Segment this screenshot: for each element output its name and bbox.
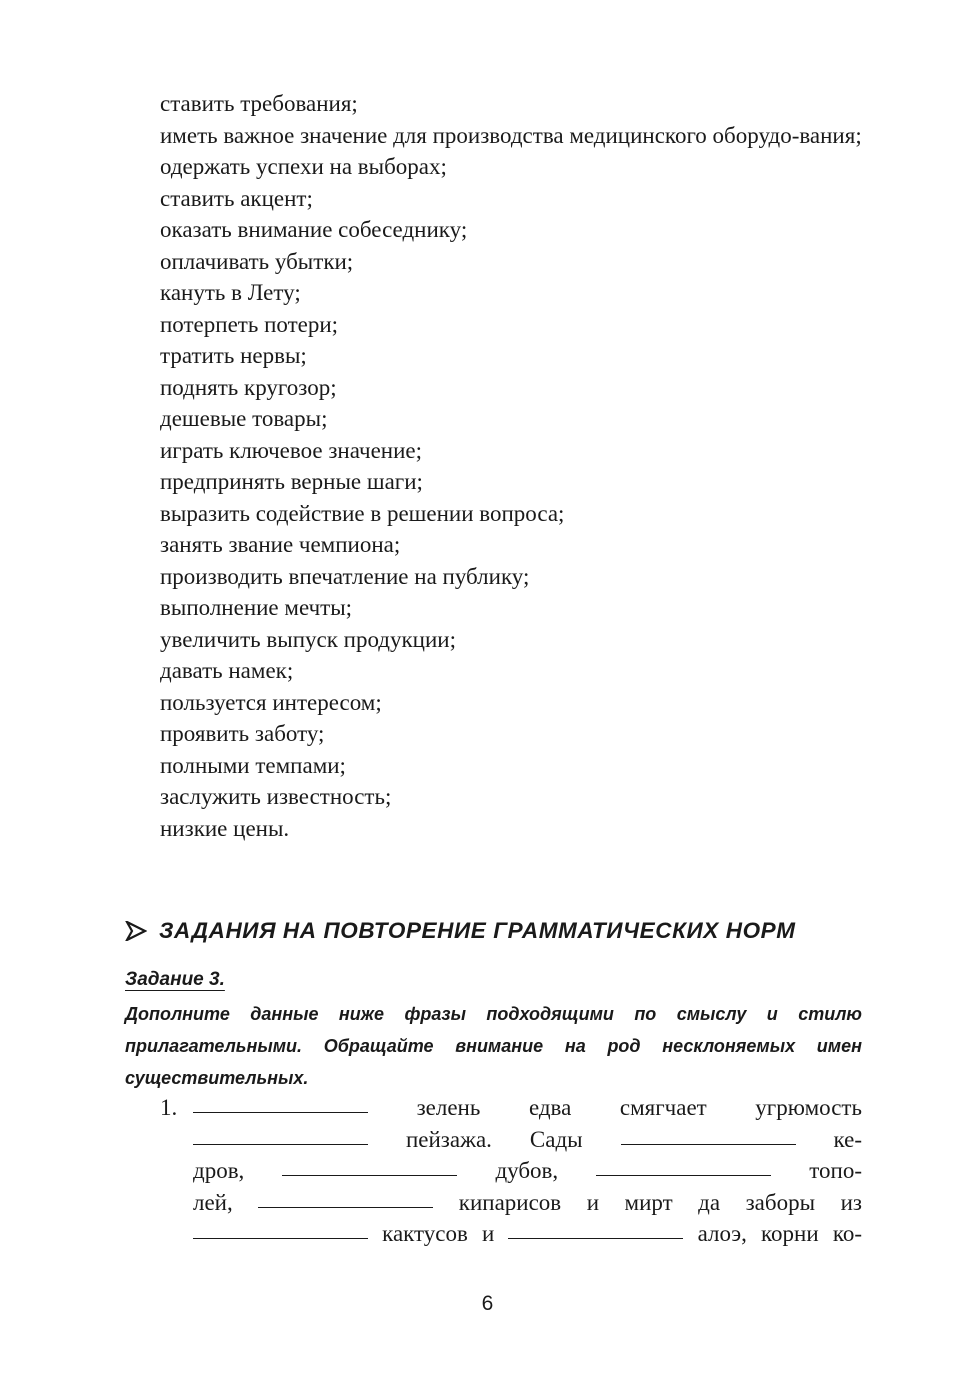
exercise-word: корни bbox=[761, 1221, 819, 1246]
phrase-item: полными темпами; bbox=[160, 752, 346, 778]
task-title: Задание 3. bbox=[125, 969, 225, 990]
exercise-word: зелень bbox=[416, 1095, 481, 1120]
exercise-word: алоэ, bbox=[697, 1221, 747, 1246]
answer-blank[interactable] bbox=[282, 1155, 457, 1176]
exercise-word: смягчает bbox=[619, 1095, 707, 1120]
phrase-item: занять звание чемпиона; bbox=[160, 532, 401, 557]
phrase-item: кануть в Лету; bbox=[160, 280, 301, 305]
phrase-item: давать намек; bbox=[160, 658, 294, 683]
exercise-word: ке- bbox=[833, 1126, 862, 1152]
exercise-word: и bbox=[586, 1189, 599, 1215]
phrase-item: поднять кругозор; bbox=[160, 374, 337, 400]
phrase-item: одержать успехи на выборах; bbox=[160, 154, 447, 179]
section-heading-text: ЗАДАНИЯ НА ПОВТОРЕНИЕ ГРАММАТИЧЕСКИХ НОРМ bbox=[159, 918, 796, 943]
phrase-item: заслужить известность; bbox=[160, 784, 392, 809]
exercise-word: Сады bbox=[529, 1126, 583, 1152]
exercise-word: едва bbox=[528, 1095, 572, 1120]
answer-blank[interactable] bbox=[193, 1124, 368, 1145]
exercise-word: из bbox=[840, 1189, 862, 1215]
section-heading bbox=[125, 918, 885, 944]
answer-blank[interactable] bbox=[621, 1124, 796, 1145]
exercise-word: заборы bbox=[745, 1189, 816, 1215]
exercise-word: пейзажа. bbox=[405, 1126, 492, 1152]
arrow-bullet-icon bbox=[125, 921, 149, 941]
answer-blank[interactable] bbox=[508, 1218, 683, 1239]
phrase-item: тратить нервы; bbox=[160, 343, 307, 368]
phrase-list bbox=[160, 88, 865, 844]
answer-blank[interactable] bbox=[258, 1187, 433, 1208]
phrase-item: низкие цены. bbox=[160, 815, 290, 841]
exercise-word: лей, bbox=[193, 1189, 233, 1215]
exercise-word: да bbox=[698, 1189, 721, 1215]
exercise-word: дров, bbox=[193, 1158, 245, 1183]
phrase-item: производить впечатление на публику; bbox=[160, 563, 530, 589]
exercise-line bbox=[193, 1218, 862, 1250]
exercise-word: угрюмость bbox=[755, 1095, 862, 1120]
exercise-line bbox=[193, 1124, 862, 1156]
phrase-item: иметь важное значение для производства медицинского оборудо-вания; bbox=[160, 122, 862, 148]
exercise-line bbox=[193, 1155, 862, 1187]
phrase-item: выполнение мечты; bbox=[160, 595, 353, 620]
exercise-word: дубов, bbox=[495, 1158, 559, 1183]
exercise-word: и bbox=[482, 1221, 495, 1246]
exercise-line bbox=[193, 1092, 862, 1124]
phrase-item: пользуется интересом; bbox=[160, 689, 382, 715]
page-number: 6 bbox=[481, 1292, 494, 1315]
phrase-item: оплачивать убытки; bbox=[160, 248, 354, 274]
phrase-item: ставить акцент; bbox=[160, 185, 313, 211]
answer-blank[interactable] bbox=[193, 1092, 368, 1113]
phrase-item: выразить содействие в решении вопроса; bbox=[160, 500, 565, 526]
answer-blank[interactable] bbox=[596, 1155, 771, 1176]
phrase-item: дешевые товары; bbox=[160, 406, 328, 431]
task-instruction: Дополните данные ниже фразы подходящими по смыслу и стилю прилагательными. Обращайте внимание на род несклоняемых имен существительных. bbox=[125, 1004, 862, 1088]
phrase-item: ставить требования; bbox=[160, 91, 358, 116]
phrase-item: проявить заботу; bbox=[160, 721, 325, 746]
exercise-text bbox=[193, 1092, 862, 1250]
phrase-item: предпринять верные шаги; bbox=[160, 469, 423, 494]
exercise-word: кактусов bbox=[382, 1221, 468, 1246]
exercise-word: топо- bbox=[809, 1158, 862, 1183]
exercise-word: кипарисов bbox=[458, 1189, 562, 1215]
answer-blank[interactable] bbox=[193, 1218, 368, 1239]
phrase-item: оказать внимание собеседнику; bbox=[160, 217, 468, 242]
exercise-word: мирт bbox=[624, 1189, 673, 1215]
exercise-line bbox=[193, 1187, 862, 1219]
phrase-item: играть ключевое значение; bbox=[160, 437, 422, 463]
exercise-word: ко- bbox=[832, 1221, 862, 1246]
phrase-item: потерпеть потери; bbox=[160, 311, 339, 337]
exercise-number: 1. bbox=[160, 1095, 178, 1120]
phrase-item: увеличить выпуск продукции; bbox=[160, 626, 456, 652]
